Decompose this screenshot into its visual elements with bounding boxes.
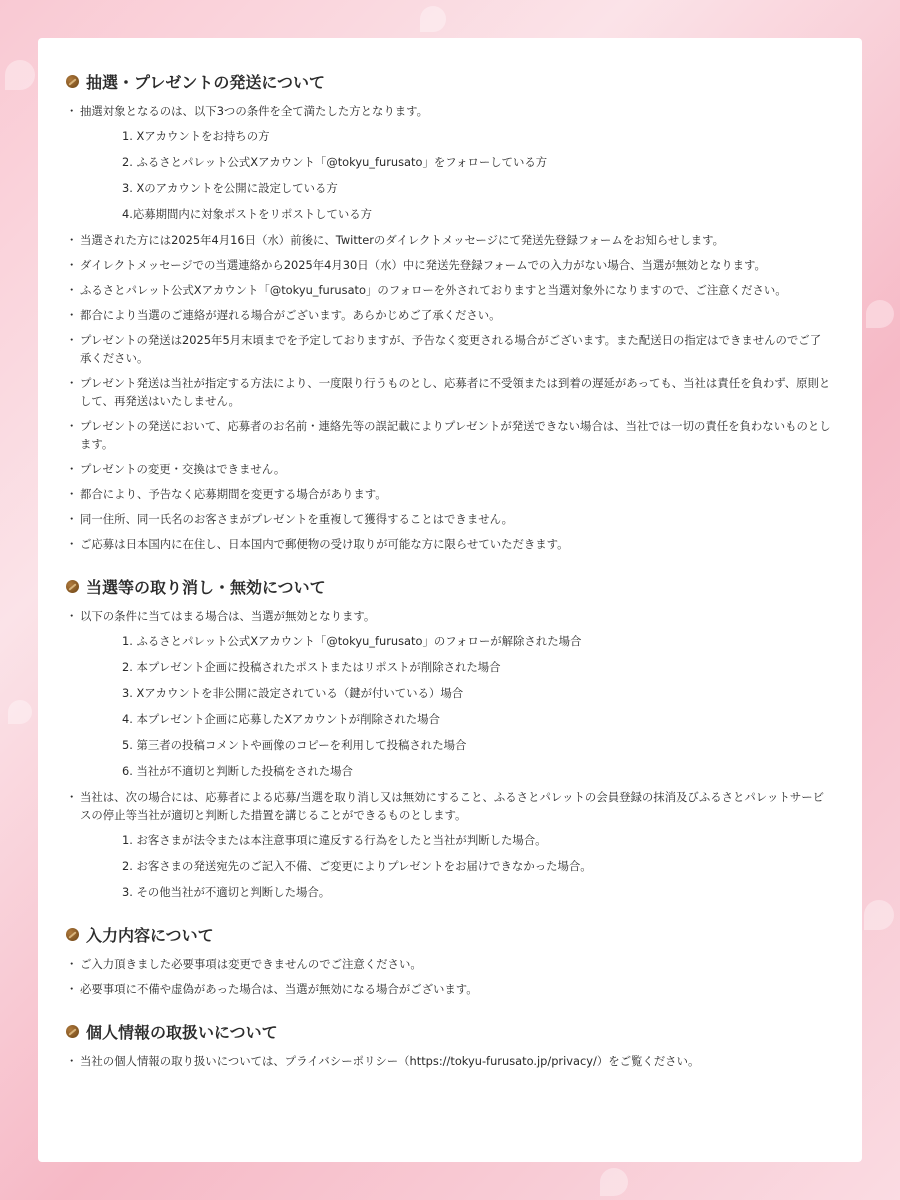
background-petal [600,1168,628,1196]
list-item: ・ 当選された方には2025年4月16日（水）前後に、Twitterのダイレクトメッセージにて発送先登録フォームをお知らせします。 [66,231,832,249]
coffee-bean-icon [66,928,79,941]
condition-item: 4.応募期間内に対象ポストをリポストしている方 [122,207,373,221]
coffee-bean-icon [66,1025,79,1038]
list-item: ・ ご入力頂きました必要事項は変更できませんのでご注意ください。 [66,955,832,973]
list-item: ・ ふるさとパレット公式Xアカウント「@tokyu_furusato」のフォローを外されておりますと当選対象外になりますので、ご注意ください。 [66,281,832,299]
condition-item: 2. ふるさとパレット公式Xアカウント「@tokyu_furusato」をフォローしている方 [122,155,548,169]
section-lottery-shipping [66,70,832,553]
list-item: ・ 抽選対象となるのは、以下3つの条件を全て満たした方となります。 [66,102,832,120]
condition-item: 3. Xアカウントを非公開に設定されている（鍵が付いている）場合 [122,686,464,700]
section-title: 個人情報の取扱いについて [86,1022,278,1042]
coffee-bean-icon [66,580,79,593]
list-item: ・ 必要事項に不備や虚偽があった場合は、当選が無効になる場合がございます。 [66,980,832,998]
condition-item: 6. 当社が不適切と判断した投稿をされた場合 [122,764,353,778]
section-title: 入力内容について [86,925,214,945]
section-heading [66,70,832,92]
list-item: ・ プレゼントの変更・交換はできません。 [66,460,832,478]
list-item: ・ 当社は、次の場合には、応募者による応募/当選を取り消し又は無効にすること、ふるさとパレットの会員登録の抹消及びふるさとパレットサービスの停止等当社が適切と判断した措置を講じることができるものとします。 [66,788,832,824]
condition-item: 4. 本プレゼント企画に応募したXアカウントが削除された場合 [122,712,440,726]
list-item: ・ 都合により、予告なく応募期間を変更する場合があります。 [66,485,832,503]
condition-item: 3. Xのアカウントを公開に設定している方 [122,181,338,195]
coffee-bean-icon [66,75,79,88]
list-item: ・ ダイレクトメッセージでの当選連絡から2025年4月30日（水）中に発送先登録フォームでの入力がない場合、当選が無効となります。 [66,256,832,274]
list-item: ・ 都合により当選のご連絡が遅れる場合がございます。あらかじめご了承ください。 [66,306,832,324]
notice-card [38,38,862,1162]
condition-item: 2. お客さまの発送宛先のご記入不備、ご変更によりプレゼントをお届けできなかった場合。 [122,859,592,873]
section-privacy [66,1020,832,1070]
condition-item: 1. ふるさとパレット公式Xアカウント「@tokyu_furusato」のフォローが解除された場合 [122,634,582,648]
list-item: ・ プレゼント発送は当社が指定する方法により、一度限り行うものとし、応募者に不受領または到着の遅延があっても、当社は責任を負わず、原則として、再発送はいたしません。 [66,374,832,410]
background-petal [864,900,894,930]
background-petal [420,6,446,32]
condition-item: 2. 本プレゼント企画に投稿されたポストまたはリポストが削除された場合 [122,660,501,674]
list-item: ・ ご応募は日本国内に在住し、日本国内で郵便物の受け取りが可能な方に限らせていただきます。 [66,535,832,553]
condition-item: 1. Xアカウントをお持ちの方 [122,129,270,143]
section-input-content [66,923,832,998]
section-cancellation [66,575,832,901]
background-petal [866,300,894,328]
list-item: ・ プレゼントの発送は2025年5月末頃までを予定しておりますが、予告なく変更される場合がございます。また配送日の指定はできませんのでご了承ください。 [66,331,832,367]
list-item: ・ 当社の個人情報の取り扱いについては、プライバシーポリシー（https://tokyu-furusato.jp/privacy/）をご覧ください。 [66,1052,832,1070]
condition-item: 3. その他当社が不適切と判断した場合。 [122,885,331,899]
background-petal [5,60,35,90]
section-heading [66,923,832,945]
list-item: ・ プレゼントの発送において、応募者のお名前・連絡先等の誤記載によりプレゼントが発送できない場合は、当社では一切の責任を負わないものとします。 [66,417,832,453]
list-item: ・ 同一住所、同一氏名のお客さまがプレゼントを重複して獲得することはできません。 [66,510,832,528]
background-petal [8,700,32,724]
section-heading [66,1020,832,1042]
condition-item: 5. 第三者の投稿コメントや画像のコピーを利用して投稿された場合 [122,738,467,752]
condition-item: 1. お客さまが法令または本注意事項に違反する行為をしたと当社が判断した場合。 [122,833,547,847]
section-title: 抽選・プレゼントの発送について [86,72,326,92]
list-item: ・ 以下の条件に当てはまる場合は、当選が無効となります。 [66,607,832,625]
section-heading [66,575,832,597]
section-title: 当選等の取り消し・無効について [86,577,326,597]
